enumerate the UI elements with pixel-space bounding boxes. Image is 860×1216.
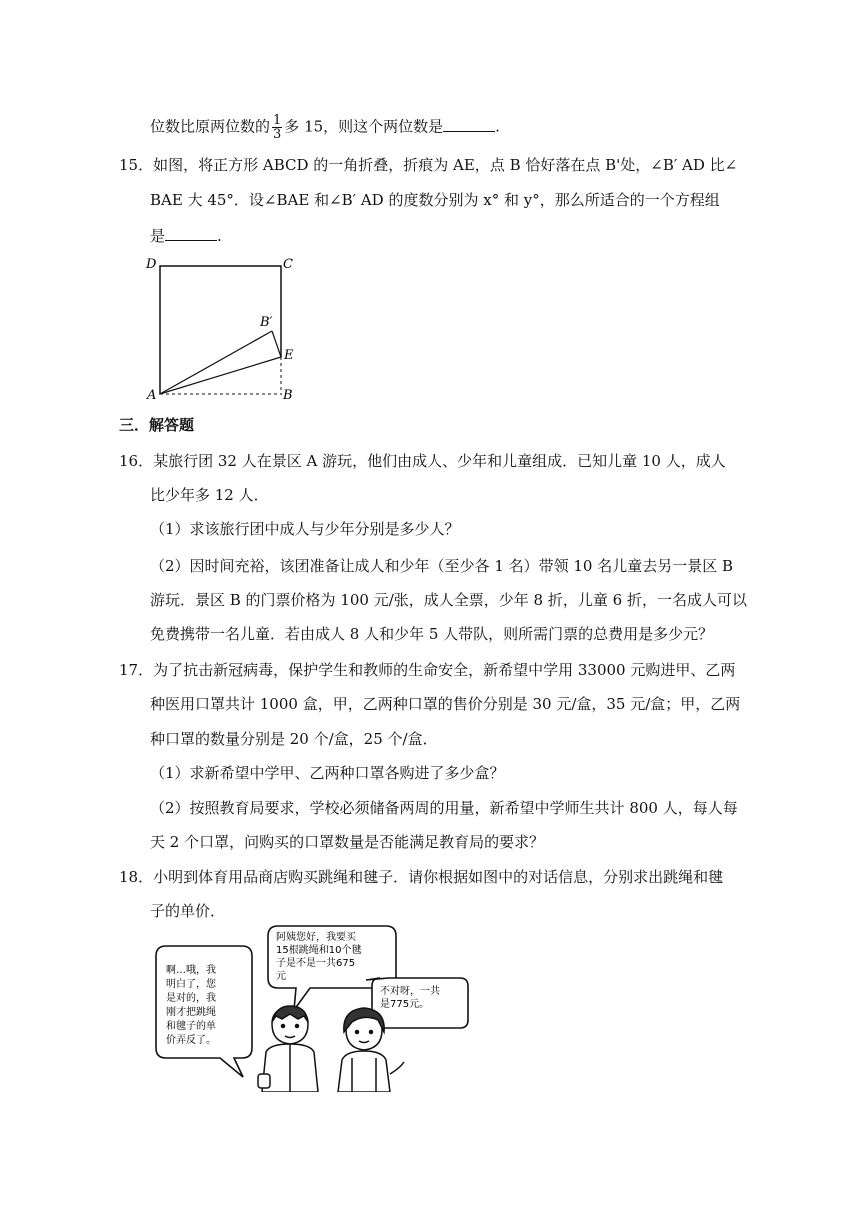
q17-part1: （1）求新希望中学甲、乙两种口罩各购进了多少盒？: [150, 764, 505, 782]
q15-line1: 15．如图，将正方形 ABCD 的一角折叠，折痕为 AE，点 B 恰好落在点 B'处，∠B′ AD 比∠: [119, 156, 738, 174]
bubble-middle-line: 元: [276, 971, 286, 982]
answer-blank: [165, 226, 217, 241]
q14-tail-line: 位数比原两位数的 $\frac{1}{3}$ 多 15，则这个两位数是 .: [150, 113, 500, 142]
bubble-left-line: 和毽子的单: [166, 1021, 216, 1032]
bubble-middle-line: 阿姨您好，我要买: [276, 932, 356, 943]
crease-ae: [160, 357, 281, 394]
fraction-one-third: $\frac{1}{3}$: [273, 113, 282, 142]
label-d: D: [146, 257, 157, 272]
section-heading: 三．解答题: [119, 416, 195, 434]
q15-line2: BAE 大 45°．设∠BAE 和∠B′ AD 的度数分别为 x° 和 y°，那么所适合的一个方程组: [150, 191, 720, 209]
q17-line2: 种医用口罩共计 1000 盒，甲，乙两种口罩的售价分别是 30 元/盒，35 元/盒；甲，乙两: [150, 695, 741, 713]
bubble-left-line: 是对的，我: [166, 993, 216, 1004]
bubble-middle-line: 15根跳绳和10个毽: [276, 945, 362, 956]
q18-line1: 18．小明到体育用品商店购买跳绳和毽子．请你根据如图中的对话信息，分别求出跳绳和毽: [119, 868, 724, 886]
segment-b-prime-e: [272, 331, 281, 357]
q16-part2-line3: 免费携带一名儿童．若由成人 8 人和少年 5 人带队，则所需门票的总费用是多少元？: [150, 625, 714, 643]
bubble-left-line: 价弄反了。: [166, 1035, 216, 1046]
square-fold-figure: [140, 252, 310, 402]
bubble-left-line: 啊…哦，我: [166, 965, 216, 976]
label-a: A: [147, 388, 157, 402]
q14-text-pre: 位数比原两位数的: [150, 117, 271, 136]
answer-blank: [443, 117, 495, 132]
q16-part1: （1）求该旅行团中成人与少年分别是多少人？: [150, 520, 460, 538]
label-c: C: [283, 257, 293, 272]
q17-line1: 17．为了抗击新冠病毒，保护学生和教师的生命安全，新希望中学用 33000 元购进甲、乙两: [119, 661, 736, 679]
bubble-left-line: 明白了，您: [166, 979, 216, 990]
square-abcd: [160, 266, 281, 394]
bubble-left-line: 刚才把跳绳: [166, 1007, 216, 1018]
segment-ab-prime: [160, 331, 272, 394]
comic-dialogue-figure: [148, 924, 478, 1092]
q17-part2-line2: 天 2 个口罩，问购买的口罩数量是否能满足教育局的要求？: [150, 833, 545, 851]
q16-part2-line1: （2）因时间充裕，该团准备让成人和少年（至少各 1 名）带领 10 名儿童去另一景区 B: [150, 557, 734, 575]
label-b-prime: B′: [260, 315, 273, 330]
bubble-right-line: 不对呀，一共: [380, 986, 440, 997]
q17-part2-line1: （2）按照教育局要求，学校必须储备两周的用量，新希望中学师生共计 800 人，每人每: [150, 799, 738, 817]
label-b: B: [283, 388, 293, 402]
q16-part2-line2: 游玩．景区 B 的门票价格为 100 元/张，成人全票，少年 8 折，儿童 6 折，一名成人可以: [150, 591, 747, 609]
boy-figure: [258, 1006, 318, 1092]
q17-line3: 种口罩的数量分别是 20 个/盒，25 个/盒．: [150, 730, 438, 748]
label-e: E: [284, 348, 294, 363]
bubble-right-line: 是775元。: [380, 999, 430, 1010]
q16-line1: 16．某旅行团 32 人在景区 A 游玩，他们由成人、少年和儿童组成．已知儿童 10 人，成人: [119, 452, 726, 470]
q14-text-post: 多 15，则这个两位数是: [284, 117, 444, 136]
q16-line2: 比少年多 12 人．: [150, 486, 269, 504]
q15-line3: 是 .: [150, 227, 222, 245]
q18-line2: 子的单价．: [150, 902, 226, 920]
bubble-middle-line: 子是不是一共675: [276, 958, 356, 969]
